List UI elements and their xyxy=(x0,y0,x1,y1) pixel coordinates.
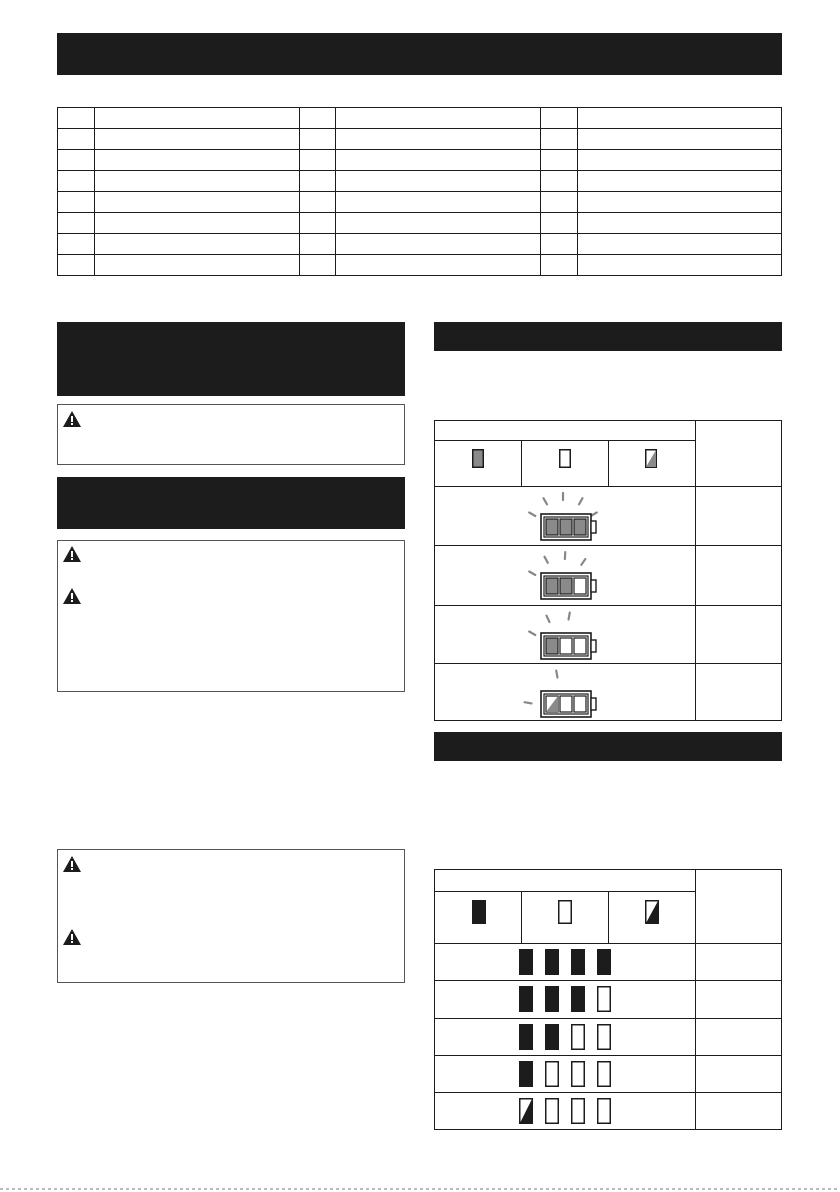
lamp-lit-icon xyxy=(519,986,533,1012)
part-number-cell xyxy=(58,213,95,234)
part-name-cell xyxy=(577,192,781,213)
parts-table-row xyxy=(58,108,782,129)
parts-table-row xyxy=(58,129,782,150)
section-heading-bar-2 xyxy=(57,477,405,529)
part-name-cell xyxy=(577,129,781,150)
warning-icon xyxy=(63,411,81,427)
parts-table-row xyxy=(58,192,782,213)
filled-gray-lamp-icon xyxy=(472,449,484,468)
lamp-lit-icon xyxy=(519,949,533,975)
warning-box-2 xyxy=(57,540,405,692)
lamp-lit-icon xyxy=(571,949,585,975)
warning-icon xyxy=(63,546,81,562)
part-name-cell xyxy=(577,234,781,255)
part-name-cell xyxy=(336,213,541,234)
section-heading-bar-3 xyxy=(434,322,782,351)
part-name-cell xyxy=(94,255,299,276)
page-bottom-edge xyxy=(0,1188,840,1190)
part-number-cell xyxy=(541,129,578,150)
lamp-lit-icon xyxy=(545,986,559,1012)
part-number-cell xyxy=(299,129,336,150)
warning-box-1 xyxy=(57,404,405,465)
indicator-table-1 xyxy=(434,420,782,721)
part-name-cell xyxy=(94,234,299,255)
part-number-cell xyxy=(299,234,336,255)
part-number-cell xyxy=(299,108,336,129)
lamp-off-icon xyxy=(597,1061,611,1087)
part-name-cell xyxy=(336,171,541,192)
part-name-cell xyxy=(336,129,541,150)
part-number-cell xyxy=(299,255,336,276)
part-name-cell xyxy=(577,108,781,129)
part-name-cell xyxy=(336,150,541,171)
empty-lamp-icon xyxy=(558,900,572,924)
lamp-off-icon xyxy=(545,1061,559,1087)
part-number-cell xyxy=(541,255,578,276)
parts-table-row xyxy=(58,150,782,171)
part-number-cell xyxy=(58,255,95,276)
lamp-lit-icon xyxy=(571,986,585,1012)
part-number-cell xyxy=(58,129,95,150)
part-number-cell xyxy=(58,150,95,171)
parts-table-row xyxy=(58,171,782,192)
battery-indicator-icon xyxy=(523,607,613,663)
empty-lamp-icon xyxy=(559,449,571,468)
filled-black-lamp-icon xyxy=(472,900,486,924)
part-number-cell xyxy=(299,150,336,171)
part-number-cell xyxy=(541,234,578,255)
section-heading-bar-1 xyxy=(57,322,405,396)
part-number-cell xyxy=(299,192,336,213)
lamp-off-icon xyxy=(571,1024,585,1050)
lamp-off-icon xyxy=(571,1061,585,1087)
part-number-cell xyxy=(299,213,336,234)
part-number-cell xyxy=(299,171,336,192)
part-name-cell xyxy=(336,255,541,276)
part-name-cell xyxy=(577,171,781,192)
part-number-cell xyxy=(58,171,95,192)
part-name-cell xyxy=(94,129,299,150)
lamp-lit-icon xyxy=(519,1024,533,1050)
part-number-cell xyxy=(58,108,95,129)
lamp-lit-icon xyxy=(545,1024,559,1050)
battery-indicator-icon xyxy=(523,547,613,603)
parts-table xyxy=(57,107,782,276)
part-name-cell xyxy=(577,255,781,276)
lamp-off-icon xyxy=(597,1024,611,1050)
part-name-cell xyxy=(94,150,299,171)
part-number-cell xyxy=(58,192,95,213)
parts-table-row xyxy=(58,255,782,276)
parts-table-row xyxy=(58,213,782,234)
lamp-lit-icon xyxy=(545,949,559,975)
part-number-cell xyxy=(541,192,578,213)
warning-box-3 xyxy=(57,849,405,983)
battery-indicator-icon xyxy=(523,665,613,721)
part-name-cell xyxy=(94,213,299,234)
lamp-off-icon xyxy=(597,986,611,1012)
warning-icon xyxy=(63,856,81,872)
part-number-cell xyxy=(541,150,578,171)
section-heading-bar-4 xyxy=(434,732,782,761)
battery-indicator-icon xyxy=(523,488,613,544)
half-lamp-icon xyxy=(645,449,657,468)
parts-table-row xyxy=(58,234,782,255)
part-name-cell xyxy=(336,192,541,213)
warning-icon xyxy=(63,929,81,945)
lamp-half-icon xyxy=(519,1098,533,1124)
part-name-cell xyxy=(577,213,781,234)
lamp-off-icon xyxy=(597,1098,611,1124)
part-name-cell xyxy=(94,192,299,213)
part-name-cell xyxy=(336,108,541,129)
part-name-cell xyxy=(577,150,781,171)
part-number-cell xyxy=(541,213,578,234)
lamp-off-icon xyxy=(571,1098,585,1124)
part-name-cell xyxy=(94,171,299,192)
half-lamp-icon xyxy=(645,900,659,924)
part-name-cell xyxy=(94,108,299,129)
lamp-lit-icon xyxy=(597,949,611,975)
indicator-table-2 xyxy=(434,869,782,1130)
warning-icon xyxy=(63,588,81,604)
part-number-cell xyxy=(541,108,578,129)
part-number-cell xyxy=(58,234,95,255)
part-number-cell xyxy=(541,171,578,192)
part-name-cell xyxy=(336,234,541,255)
lamp-off-icon xyxy=(545,1098,559,1124)
top-heading-bar xyxy=(57,33,782,75)
lamp-lit-icon xyxy=(519,1061,533,1087)
